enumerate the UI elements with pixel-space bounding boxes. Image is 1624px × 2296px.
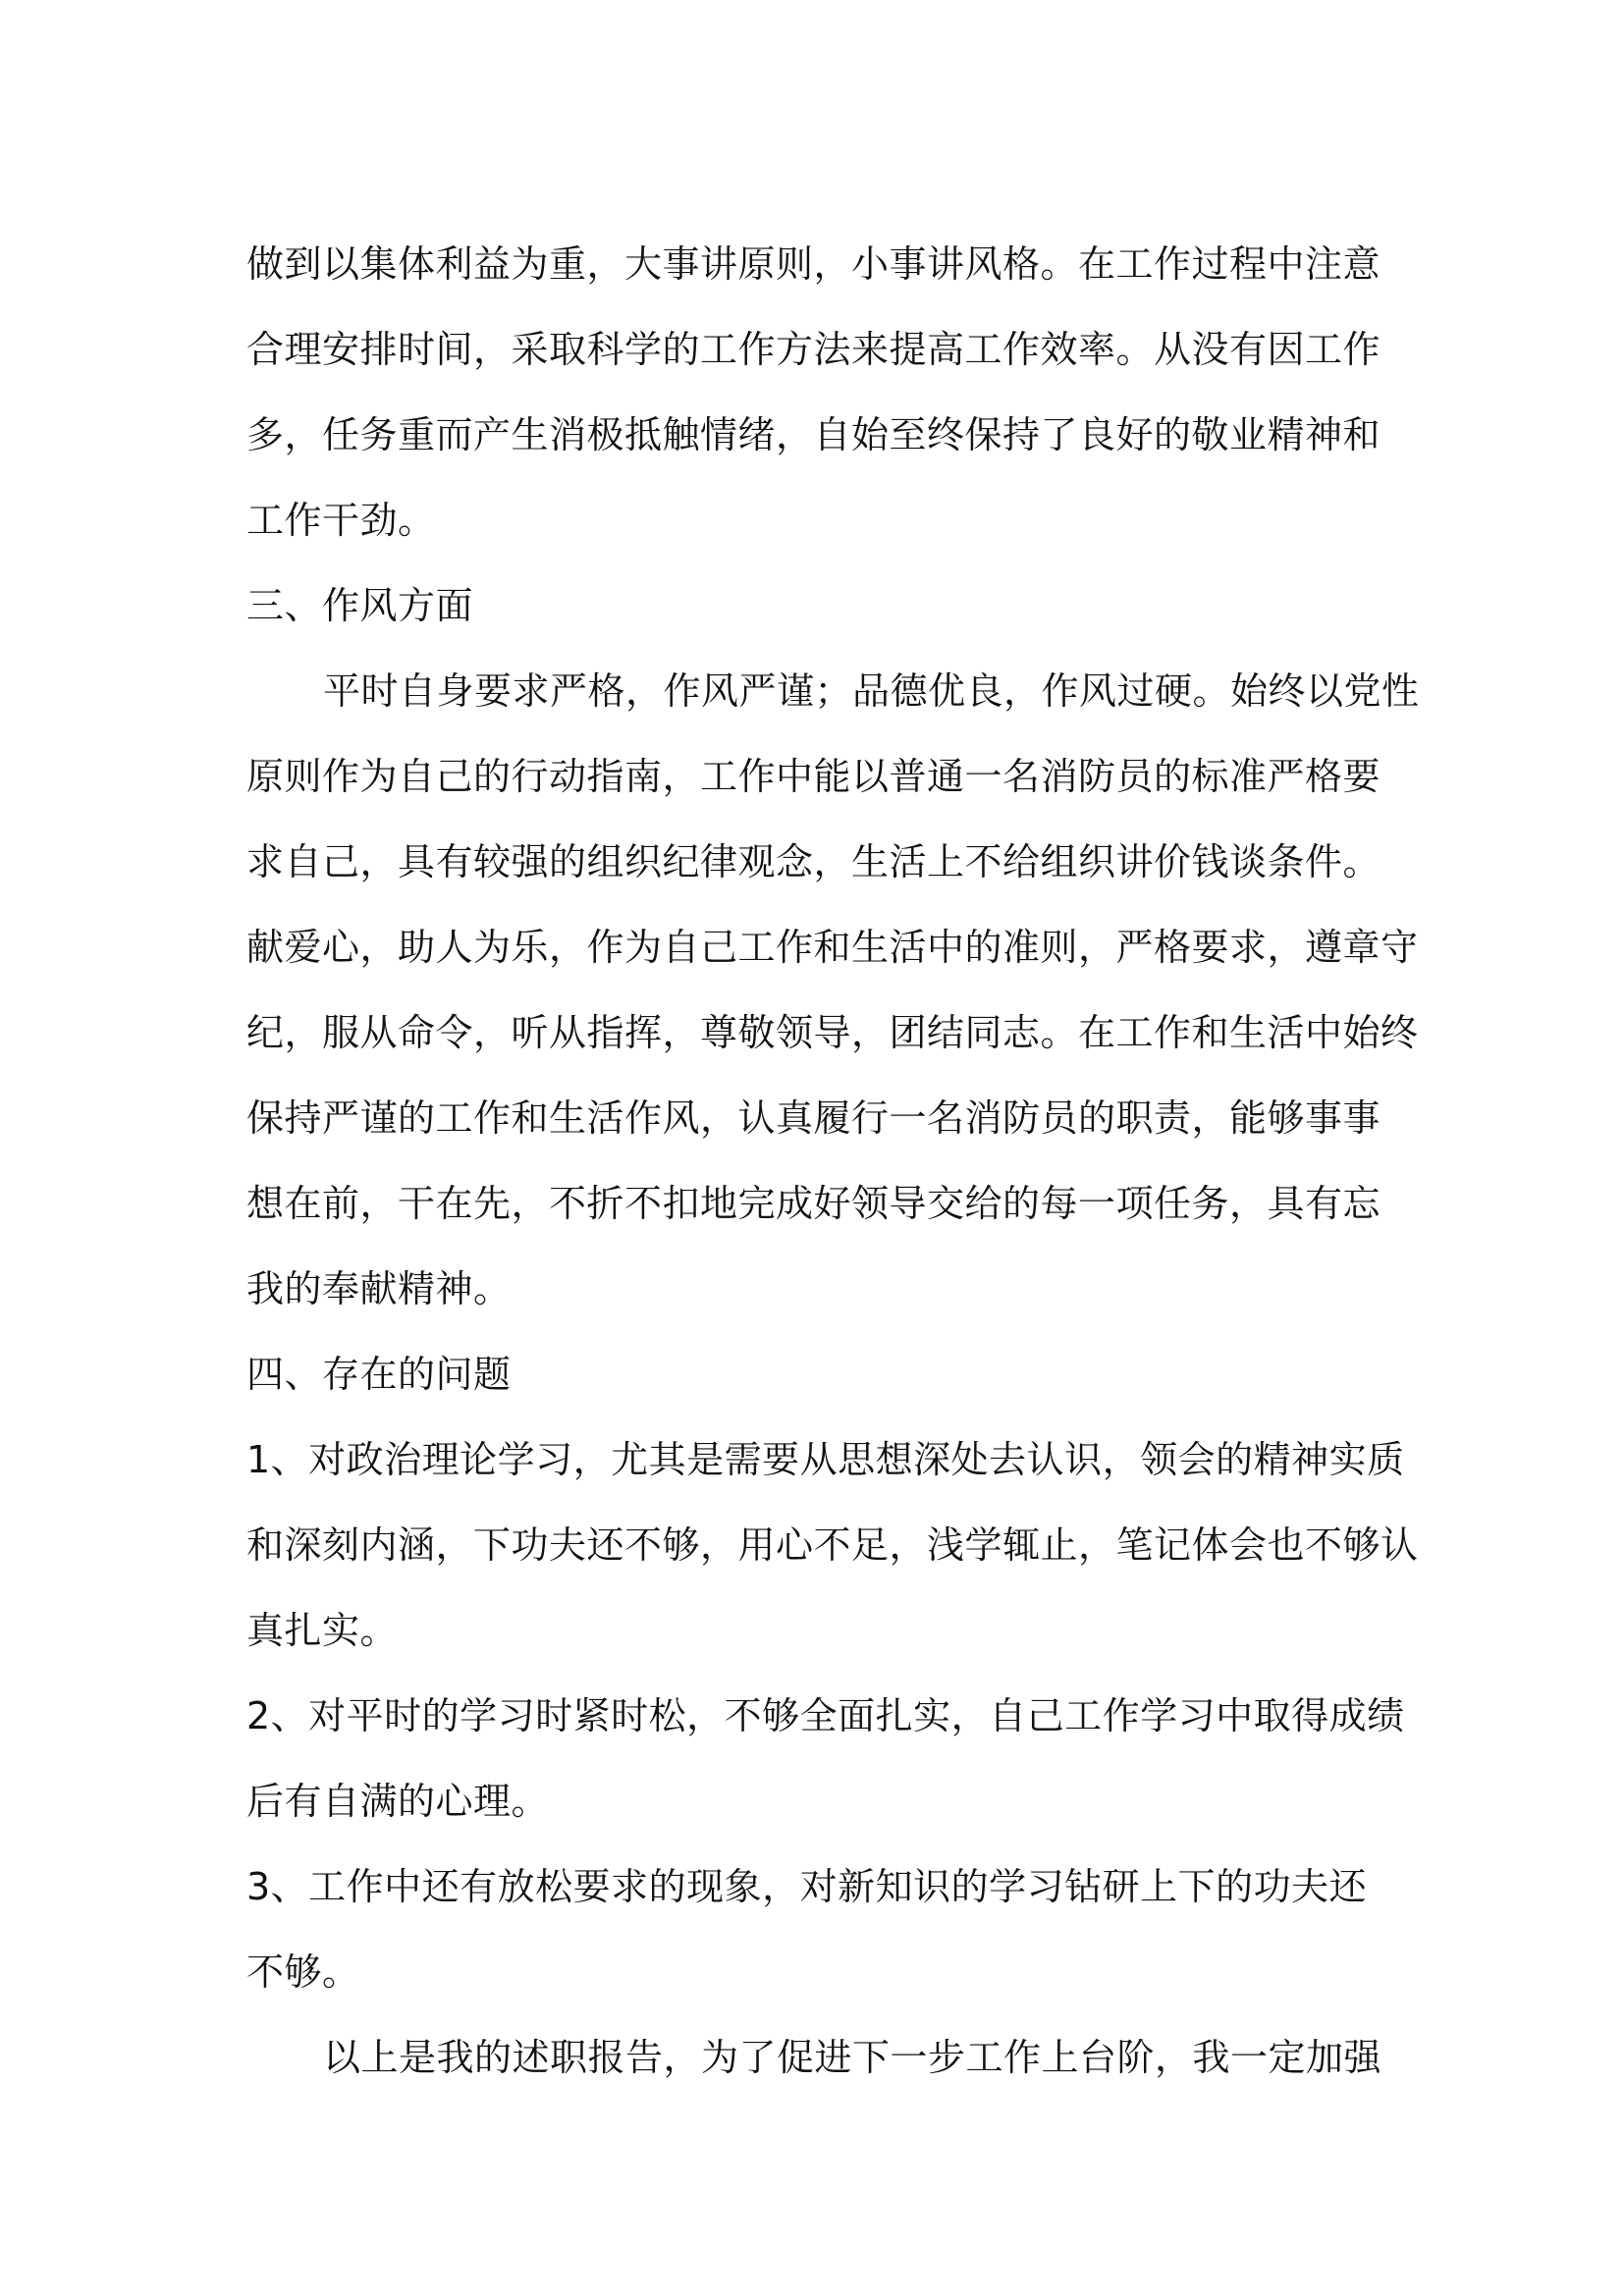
paragraph-line: 想在前，干在先，不折不扣地完成好领导交给的每一项任务，具有忘 xyxy=(246,1182,1381,1225)
document-body xyxy=(246,222,1420,2101)
paragraph-line: 多，任务重而产生消极抵触情绪，自始至终保持了良好的敬业精神和 xyxy=(246,413,1381,456)
paragraph-line: 以上是我的述职报告，为了促进下一步工作上台阶，我一定加强 xyxy=(323,2036,1382,2079)
paragraph-line: 平时自身要求严格，作风严谨；品德优良，作风过硬。始终以党性 xyxy=(323,669,1420,713)
paragraph-line: 原则作为自己的行动指南，工作中能以普通一名消防员的标准严格要 xyxy=(246,755,1381,798)
section-heading: 三、作风方面 xyxy=(246,584,474,627)
list-item-line: 3、工作中还有放松要求的现象，对新知识的学习钻研上下的功夫还 xyxy=(246,1865,1368,1908)
paragraph-line: 合理安排时间，采取科学的工作方法来提高工作效率。从没有因工作 xyxy=(246,328,1381,371)
paragraph-line: 献爱心，助人为乐，作为自己工作和生活中的准则，严格要求，遵章守 xyxy=(246,926,1419,969)
paragraph-line: 求自己，具有较强的组织纪律观念，生活上不给组织讲价钱谈条件。 xyxy=(246,840,1381,883)
paragraph-line: 纪，服从命令，听从指挥，尊敬领导，团结同志。在工作和生活中始终 xyxy=(246,1011,1419,1054)
paragraph-line: 做到以集体利益为重，大事讲原则，小事讲风格。在工作过程中注意 xyxy=(246,242,1381,286)
list-item-line: 真扎实。 xyxy=(246,1609,399,1652)
paragraph-line: 我的奉献精神。 xyxy=(246,1267,512,1310)
list-item-line: 不够。 xyxy=(246,1950,360,1994)
list-item-line: 2、对平时的学习时紧时松，不够全面扎实，自己工作学习中取得成绩 xyxy=(246,1694,1405,1737)
paragraph-line: 工作干劲。 xyxy=(246,499,436,542)
list-item-line: 后有自满的心理。 xyxy=(246,1780,550,1823)
paragraph-line: 保持严谨的工作和生活作风，认真履行一名消防员的职责，能够事事 xyxy=(246,1096,1381,1140)
section-heading: 四、存在的问题 xyxy=(246,1353,512,1396)
list-item-line: 1、对政治理论学习，尤其是需要从思想深处去认识，领会的精神实质 xyxy=(246,1438,1405,1481)
list-item-line: 和深刻内涵，下功夫还不够，用心不足，浅学辄止，笔记体会也不够认 xyxy=(246,1523,1419,1567)
